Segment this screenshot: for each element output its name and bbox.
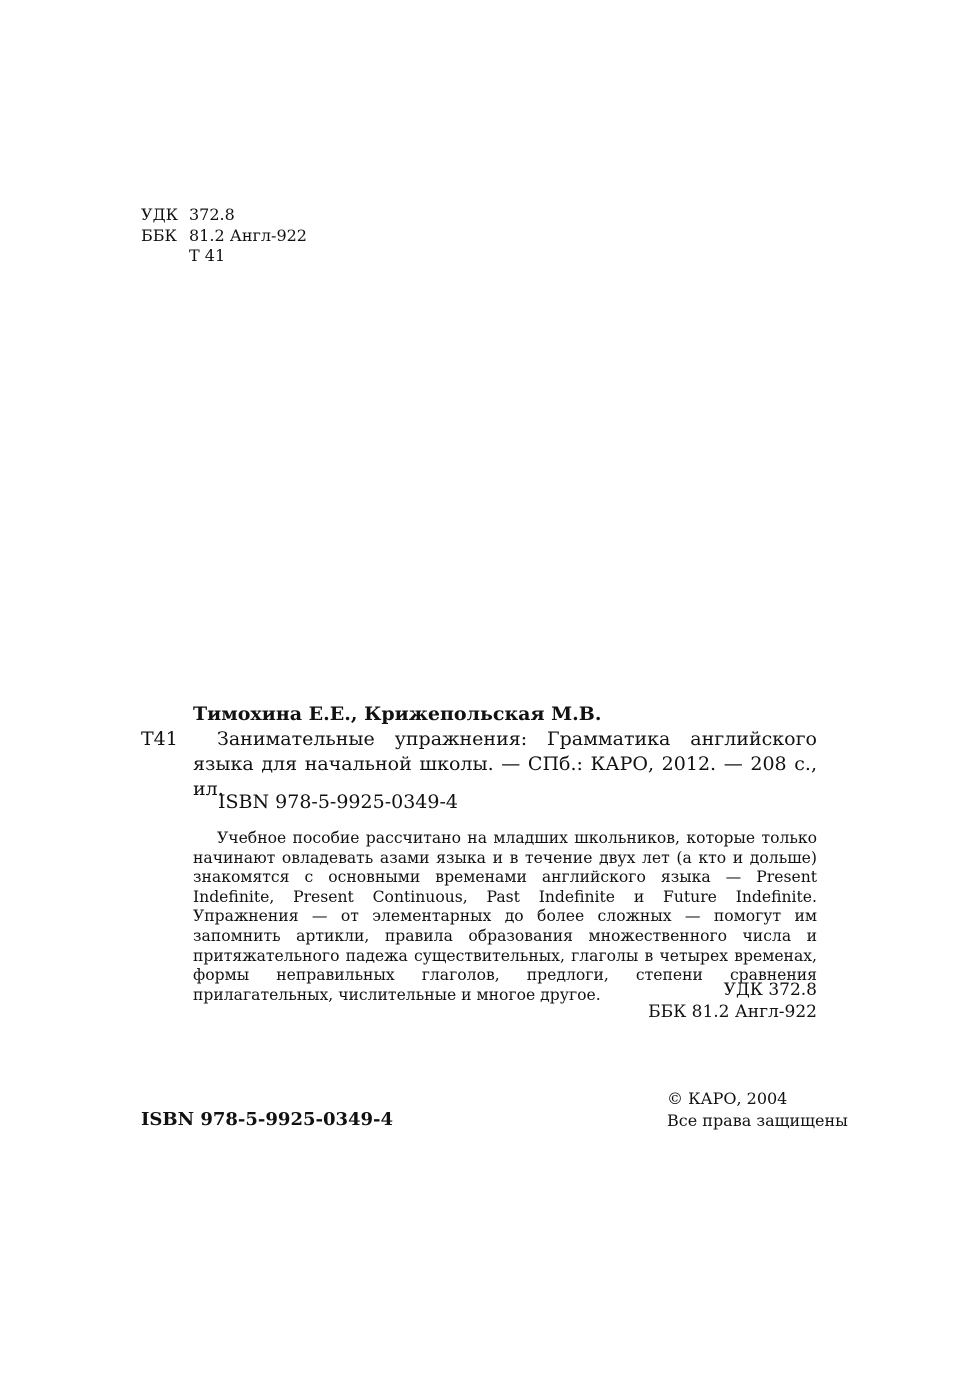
rights-notice: Все права защищены — [667, 1111, 848, 1130]
bbk-row-top — [141, 226, 307, 246]
annotation: Учебное пособие рассчитано на младших школьников, которые только начинают овладевать азами языка и в течение двух лет (а кто и дольше) знакомятся с основными временами английского языка — Present Indefinite, Present Continuous, Past Indefinite и Future Indefinite. Упражнения — от элементарных до более сложных — помогут им запомнить артикли, правила образования множественного числа и притяжательного падежа существительных, глаголы в четырех временах, формы неправильных глаголов, предлоги, степени сравнения прилагательных, числительные и многое другое. — [193, 829, 817, 1004]
copyright-notice: © КАРО, 2004 — [667, 1089, 788, 1108]
bbk-label: ББК — [141, 226, 177, 245]
card-isbn: ISBN 978-5-9925-0349-4 — [218, 791, 458, 813]
udk-value: 372.8 — [189, 205, 235, 224]
footer-isbn: ISBN 978-5-9925-0349-4 — [141, 1109, 394, 1130]
udk-row-top — [141, 205, 235, 225]
authors-heading: Тимохина Е.Е., Крижепольская М.В. — [193, 703, 602, 725]
author-mark: Т41 — [141, 728, 178, 750]
card-udk: УДК 372.8 — [723, 980, 817, 1000]
author-mark-top: Т 41 — [189, 246, 226, 265]
author-mark-row-top — [141, 246, 225, 266]
card-bbk: ББК 81.2 Англ-922 — [648, 1002, 817, 1022]
bbk-value: 81.2 Англ-922 — [189, 226, 307, 245]
title-description: Занимательные упражнения: Грамматика английского языка для начальной школы. — СПб.: КАРО, 2012. — 208 с., ил. — [193, 728, 817, 800]
udk-label: УДК — [141, 205, 178, 224]
